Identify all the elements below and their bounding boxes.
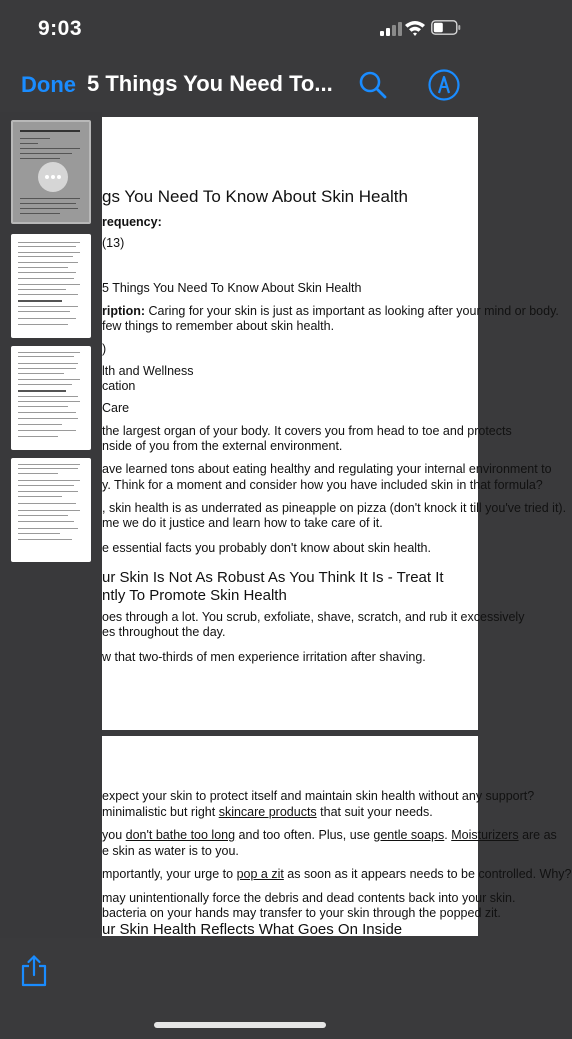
paragraph-2-line-1: ave learned tons about eating healthy and regulating your internal environment to <box>102 462 552 476</box>
battery-icon <box>431 20 461 35</box>
home-indicator[interactable] <box>154 1022 326 1028</box>
page2-line-5 <box>102 867 572 881</box>
description-text: Caring for your skin is just as important as looking after your mind or body. <box>145 304 559 318</box>
page2-line-3-text-b: and too often. Plus, use <box>235 828 374 842</box>
section-heading-2: ur Skin Health Reflects What Goes On Inside <box>102 921 403 938</box>
page-title-line: 5 Things You Need To Know About Skin Health <box>102 281 362 295</box>
status-bar <box>0 0 480 60</box>
description-line-2: few things to remember about skin health. <box>102 319 335 333</box>
page2-line-4: e skin as water is to you. <box>102 844 239 858</box>
share-icon[interactable] <box>19 954 49 988</box>
pdf-page-2 <box>102 736 572 938</box>
paragraph-6-line-1: w that two-thirds of men experience irritation after shaving. <box>102 650 426 664</box>
section-heading-1-line-2: ntly To Promote Skin Health <box>102 587 287 604</box>
category-3: Care <box>102 401 130 415</box>
document-heading: gs You Need To Know About Skin Health <box>102 187 408 206</box>
page2-line-5-text-b: as soon as it appears needs to be controlled. Why? <box>283 867 572 881</box>
page2-line-5-text-a: mportantly, your urge to <box>102 867 237 881</box>
skincare-products-link[interactable]: skincare products <box>218 805 317 819</box>
pdf-page-1 <box>102 117 567 730</box>
page2-line-3-text-d: are as <box>518 828 557 842</box>
category-1: lth and Wellness <box>102 364 194 378</box>
category-2: cation <box>102 379 136 393</box>
page2-line-6: may unintentionally force the debris and dead contents back into your skin. <box>102 891 516 905</box>
wifi-icon <box>404 19 426 37</box>
page-thumbnail-1[interactable] <box>11 120 91 224</box>
paragraph-4-line-1: e essential facts you probably don't know about skin health. <box>102 541 431 555</box>
paragraph-5-line-1: oes through a lot. You scrub, exfoliate, shave, scratch, and rub it excessively <box>102 610 525 624</box>
paren-text: ) <box>102 342 107 356</box>
page2-line-2-text-b: that suit your needs. <box>316 805 433 819</box>
done-button[interactable]: Done <box>21 72 76 97</box>
moisturizers-link[interactable]: Moisturizers <box>451 828 519 842</box>
page2-line-3-text-c: . <box>444 828 452 842</box>
page-thumbnail-3[interactable] <box>11 346 91 450</box>
page2-line-1: expect your skin to protect itself and maintain skin health without any support? <box>102 789 535 803</box>
cellular-signal-icon <box>380 22 402 36</box>
description-line <box>102 304 559 318</box>
paragraph-3-line-2: me we do it justice and learn how to take care of it. <box>102 516 383 530</box>
ellipsis-icon[interactable] <box>38 162 68 192</box>
navigation-bar <box>0 60 480 112</box>
page-thumbnail-sidebar <box>0 112 102 938</box>
paragraph-2-line-2: y. Think for a moment and consider how you have included skin in that formula? <box>102 478 543 492</box>
page2-line-2 <box>102 805 433 819</box>
gentle-soaps-link[interactable]: gentle soaps <box>373 828 445 842</box>
page2-line-3-text-a: you <box>102 828 126 842</box>
paragraph-5-line-2: es throughout the day. <box>102 625 226 639</box>
status-time: 9:03 <box>38 17 83 40</box>
page-thumbnail-2[interactable] <box>11 234 91 338</box>
frequency-value: (13) <box>102 236 125 250</box>
search-icon[interactable] <box>358 70 388 100</box>
document-title: 5 Things You Need To... <box>87 71 333 96</box>
paragraph-1-line-1: the largest organ of your body. It covers you from head to toe and protects <box>102 424 512 438</box>
markup-pen-icon[interactable] <box>428 69 460 101</box>
page-thumbnail-4[interactable] <box>11 458 91 562</box>
dont-bathe-too-long-link[interactable]: don't bathe too long <box>125 828 236 842</box>
pop-a-zit-link[interactable]: pop a zit <box>236 867 284 881</box>
page2-line-2-text-a: minimalistic but right <box>102 805 219 819</box>
section-heading-1-line-1: ur Skin Is Not As Robust As You Think It Is - Treat It <box>102 569 444 586</box>
description-label: ription: <box>102 304 146 318</box>
paragraph-3-line-1: , skin health is as underrated as pineapple on pizza (don't knock it till you've tried it). <box>102 501 567 515</box>
page2-line-7: bacteria on your hands may transfer to your skin through the popped zit. <box>102 906 501 920</box>
frequency-label: requency: <box>102 215 162 229</box>
page2-line-3 <box>102 828 557 842</box>
bottom-toolbar <box>0 938 480 1039</box>
paragraph-1-line-2: nside of you from the external environment. <box>102 439 343 453</box>
